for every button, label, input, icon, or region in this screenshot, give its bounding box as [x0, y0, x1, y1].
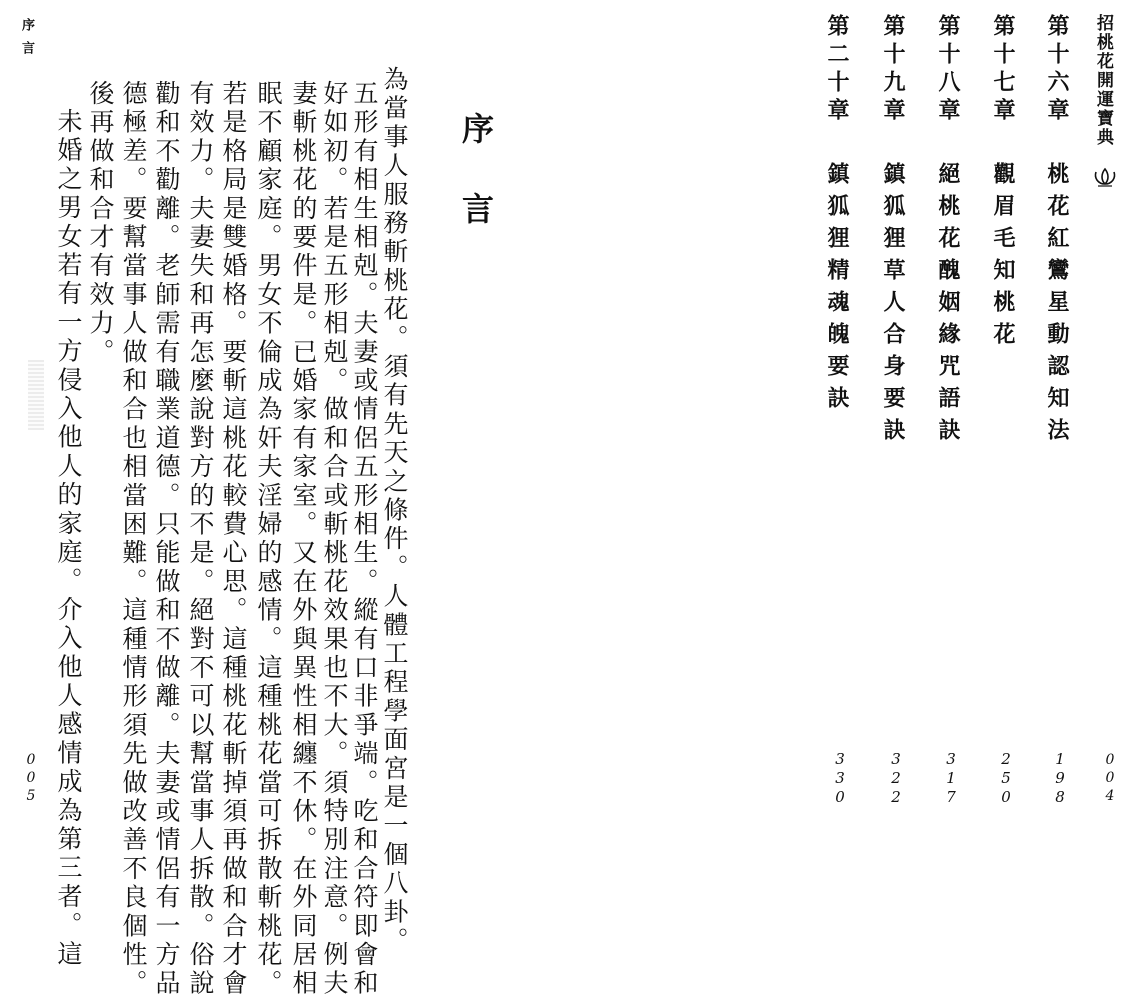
toc-chapter-title: 絕桃花醜姻緣咒語訣 — [935, 162, 961, 450]
right-page — [574, 0, 1148, 823]
toc-chapter-label: 第十七章 — [990, 14, 1016, 126]
body-column-2: 五形有相生相剋。夫妻或情侶五形相生。縱有口非爭端。吃和合符即會和 — [350, 80, 379, 998]
lotus-ornament-icon — [1092, 164, 1118, 190]
toc-chapter-label: 第十六章 — [1044, 14, 1070, 126]
page-number-right: 004 — [1102, 752, 1118, 806]
body-column-6: 若是格局是雙婚格。要斬這桃花較費心思。這種桃花斬掉須再做和合才會 — [219, 80, 248, 998]
body-column-10: 後再做和合才有效力。 — [86, 80, 115, 367]
toc-chapter-label: 第十九章 — [880, 14, 906, 126]
toc-page-number: 198 — [1051, 750, 1069, 807]
toc-page-number: 322 — [887, 750, 905, 807]
toc-chapter-title: 觀眉毛知桃花 — [990, 162, 1016, 354]
toc-entry-17[interactable] — [992, 14, 1028, 814]
book-title: 招桃花開運寶典 — [1093, 14, 1113, 147]
toc-page-number: 250 — [997, 750, 1015, 807]
body-column-8: 勸和不勸離。老師需有職業道德。只能做和不做離。夫妻或情侶有一方品 — [152, 80, 181, 998]
toc-entry-20[interactable] — [826, 14, 862, 814]
toc-entry-16[interactable] — [1046, 14, 1082, 814]
toc-page-number: 317 — [942, 750, 960, 807]
toc-chapter-title: 桃花紅鸞星動認知法 — [1044, 162, 1070, 450]
body-column-1: 為當事人服務斬桃花。須有先天之條件。人體工程學面宮是一個八卦。 — [380, 66, 409, 956]
body-column-4: 妻斬桃花的要件是。已婚家有家室。又在外與異性相纏不休。在外同居相 — [289, 80, 318, 998]
toc-chapter-title: 鎮狐狸草人合身要訣 — [880, 162, 906, 450]
body-column-7: 有效力。夫妻失和再怎麼說對方的不是。絕對不可以幫當事人拆散。俗說 — [186, 80, 215, 998]
toc-chapter-label: 第二十章 — [824, 14, 850, 126]
body-column-5: 眠不顧家庭。男女不倫成為奸夫淫婦的感情。這種桃花當可拆散斬桃花。 — [254, 80, 283, 998]
body-column-11: 未婚之男女若有一方侵入他人的家庭。介入他人感情成為第三者。這 — [54, 108, 83, 969]
toc-entry-18[interactable] — [937, 14, 973, 814]
page-number-left: 005 — [23, 752, 39, 806]
body-column-3: 好如初。若是五形相剋。做和合或斬桃花效果也不大。須特別注意。例夫 — [320, 80, 349, 998]
toc-entry-19[interactable] — [882, 14, 918, 814]
running-head: 序言 — [19, 18, 34, 64]
scan-speckle — [28, 360, 44, 430]
preface-title: 序言 — [457, 112, 495, 272]
body-column-9: 德極差。要幫當事人做和合也相當困難。這種情形須先做改善不良個性。 — [119, 80, 148, 998]
toc-chapter-label: 第十八章 — [935, 14, 961, 126]
toc-page-number: 330 — [831, 750, 849, 807]
toc-chapter-title: 鎮狐狸精魂魄要訣 — [824, 162, 850, 418]
